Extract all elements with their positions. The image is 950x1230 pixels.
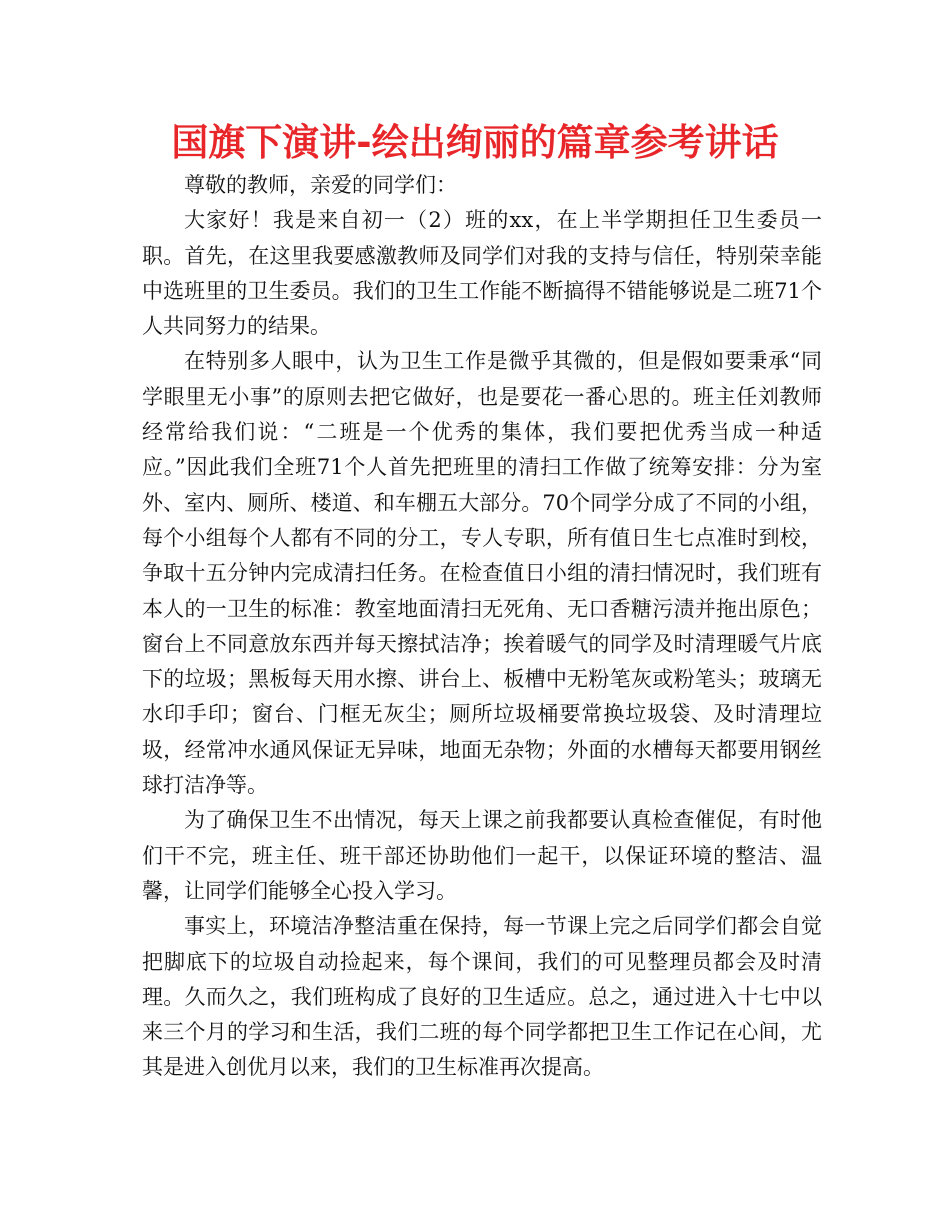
document-body	[142, 168, 822, 1086]
body-paragraph-3: 为了确保卫生不出情况，每天上课之前我都要认真检查催促，有时他们干不完，班主任、班干部还协助他们一起干，以保证环境的整洁、温馨，让同学们能够全心投入学习。	[142, 808, 822, 903]
body-paragraph-1: 大家好！我是来自初一（2）班的xx，在上半学期担任卫生委员一职。首先，在这里我要感激教师及同学们对我的支持与信任，特别荣幸能中选班里的卫生委员。我们的卫生工作能不断搞得不错能够说是二班71个人共同努力的结果。	[142, 208, 822, 339]
body-paragraph-4: 事实上，环境洁净整洁重在保持，每一节课上完之后同学们都会自觉把脚底下的垃圾自动捡起来，每个课间，我们的可见整理员都会及时清理。久而久之，我们班构成了良好的卫生适应。总之，通过进入十七中以来三个月的学习和生活，我们二班的每个同学都把卫生工作记在心间，尤其是进入创优月以来，我们的卫生标准再次提高。	[142, 914, 822, 1080]
body-paragraph-2: 在特别多人眼中，认为卫生工作是微乎其微的，但是假如要秉承“同学眼里无小事”的原则去把它做好，也是要花一番心思的。班主任刘教师经常给我们说：“二班是一个优秀的集体，我们要把优秀当成一种适应。”因此我们全班71个人首先把班里的清扫工作做了统筹安排：分为室外、室内、厕所、楼道、和车棚五大部分。70个同学分成了不同的小组，每个小组每个人都有不同的分工，专人专职，所有值日生七点准时到校，争取十五分钟内完成清扫任务。在检查值日小组的清扫情况时，我们班有本人的一卫生的标准：教室地面清扫无死角、无口香糖污渍并拖出原色；窗台上不同意放东西并每天擦拭洁净；挨着暖气的同学及时清理暖气片底下的垃圾；黑板每天用水擦、讲台上、板槽中无粉笔灰或粉笔头；玻璃无水印手印；窗台、门框无灰尘；厕所垃圾桶要常换垃圾袋、及时清理垃圾，经常冲水通风保证无异味，地面无杂物；外面的水槽每天都要用钢丝球打洁净等。	[142, 349, 822, 798]
salutation-paragraph: 尊敬的教师，亲爱的同学们：	[184, 173, 457, 197]
document-title: 国旗下演讲-绘出绚丽的篇章参考讲话	[171, 121, 779, 164]
